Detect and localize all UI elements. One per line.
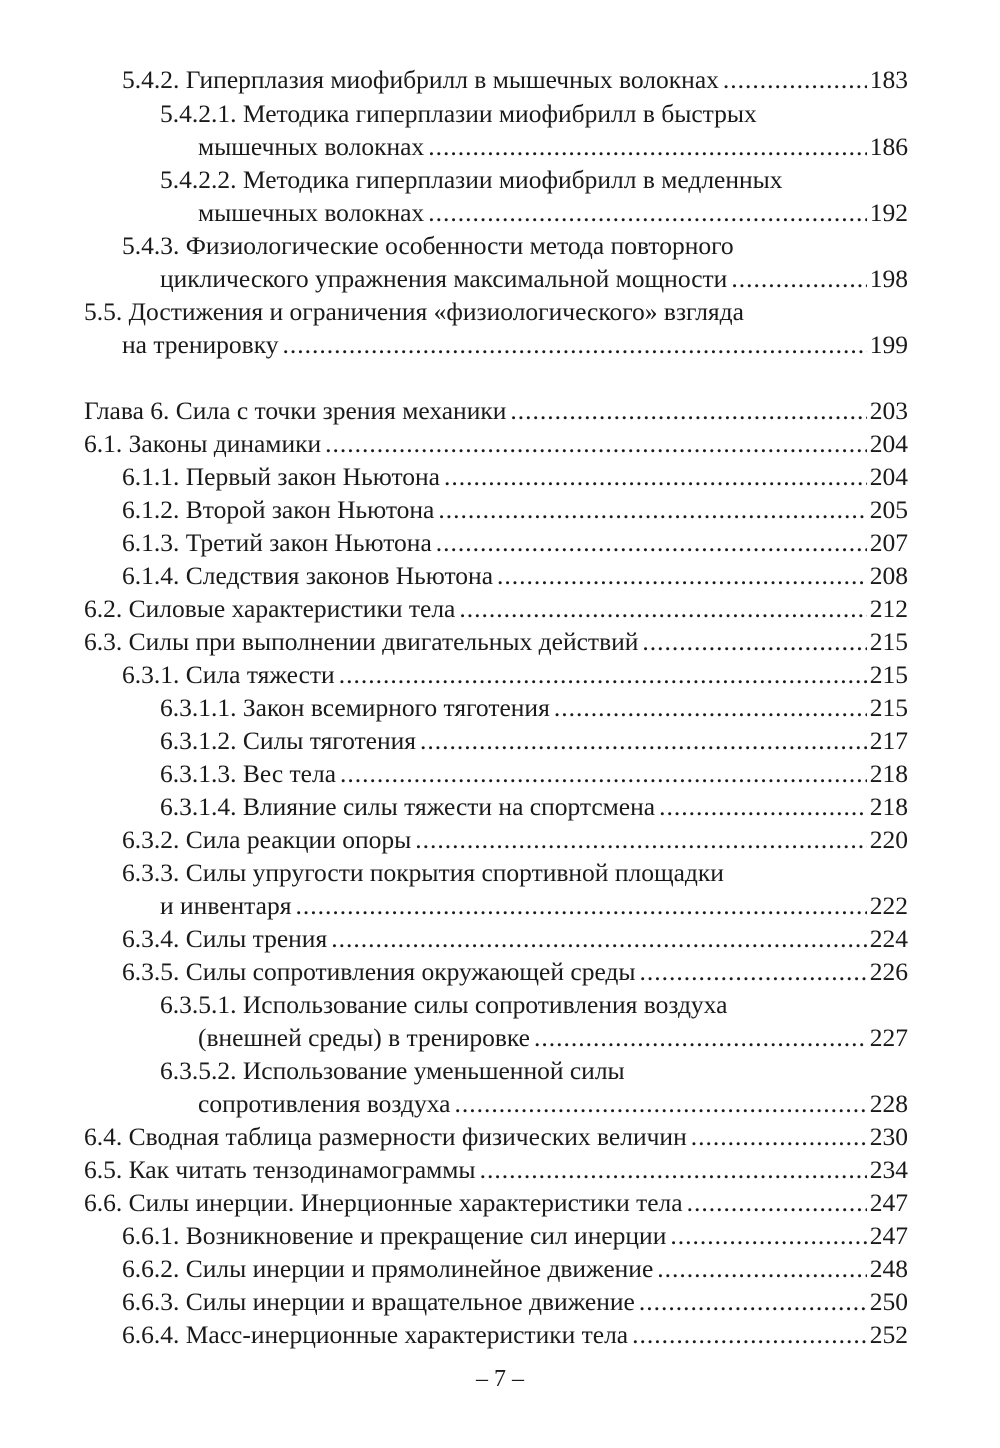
toc-entry-title: 6.1.2. Второй закон Ньютона (122, 495, 435, 524)
toc-leader-dots (554, 691, 867, 724)
toc-leader-dots (340, 757, 867, 790)
toc-page-number: 230 (869, 1122, 908, 1151)
toc-leader-dots (428, 130, 867, 163)
toc-entry-title: 6.6.3. Силы инерции и вращательное движение (122, 1287, 635, 1316)
toc-entry-title: 6.3.1.2. Силы тяготения (160, 726, 417, 755)
toc-entry-title: 6.6. Силы инерции. Инерционные характеристики тела (84, 1188, 683, 1217)
toc-leader-dots (420, 724, 867, 757)
toc-leader-dots (723, 63, 867, 96)
toc-page-number: 217 (869, 726, 908, 755)
toc-page-number: 247 (869, 1188, 908, 1217)
toc-entry-title: 6.1.4. Следствия законов Ньютона (122, 561, 494, 590)
toc-page-number: 208 (869, 561, 908, 590)
toc-leader-dots (459, 592, 866, 625)
toc-page-number: 228 (869, 1089, 908, 1118)
toc-page-number: 205 (869, 495, 908, 524)
toc-page-number: 192 (869, 198, 908, 227)
toc-leader-dots (325, 427, 867, 460)
toc-entry-title: 6.1.1. Первый закон Ньютона (122, 462, 440, 491)
toc-entry (122, 1252, 908, 1285)
toc-entry (160, 724, 908, 757)
toc-entry-title: (внешней среды) в тренировке (198, 1023, 530, 1052)
toc-entry-title: 6.2. Силовые характеристики тела (84, 594, 456, 623)
toc-page-number: 204 (869, 462, 908, 491)
toc-leader-dots (731, 262, 866, 295)
toc-leader-dots (331, 922, 867, 955)
toc-leader-dots (639, 1285, 867, 1318)
toc-page-number: 199 (869, 330, 908, 359)
toc-entry-title: 6.6.1. Возникновение и прекращение сил инерции (122, 1221, 667, 1250)
toc-page-number: 203 (869, 396, 908, 425)
toc-entry (84, 625, 908, 658)
toc-entry (84, 1120, 908, 1153)
toc-entry-title: циклического упражнения максимальной мощности (160, 264, 728, 293)
toc-page-number: 204 (869, 429, 908, 458)
toc-page-number: 226 (869, 957, 908, 986)
toc-page-number: 218 (869, 792, 908, 821)
toc-leader-dots (436, 526, 867, 559)
toc-entry (160, 757, 908, 790)
toc-entry (84, 427, 908, 460)
toc-entry (198, 196, 908, 229)
toc-entry (198, 130, 908, 163)
toc-entry-title-line1: 6.3.5.2. Использование уменьшенной силы (160, 1056, 625, 1085)
toc-entry-title: мышечных волокнах (198, 132, 425, 161)
toc-leader-dots (339, 658, 867, 691)
toc-entry-title: 6.6.4. Масс-инерционные характеристики тела (122, 1320, 629, 1349)
toc-page-number: 234 (869, 1155, 908, 1184)
toc-entry-title: 6.5. Как читать тензодинамограммы (84, 1155, 476, 1184)
toc-page-number: 183 (869, 65, 908, 94)
toc-entry (122, 63, 908, 96)
toc-page-number: 250 (869, 1287, 908, 1316)
toc-page-number: 212 (869, 594, 908, 623)
toc-page-number: 207 (869, 528, 908, 557)
toc-leader-dots (640, 955, 867, 988)
toc-entry-title: 6.4. Сводная таблица размерности физических величин (84, 1122, 687, 1151)
toc-leader-dots (282, 328, 866, 361)
toc-entry-title: 6.3.1. Сила тяжести (122, 660, 335, 689)
toc-leader-dots (670, 1219, 866, 1252)
toc-leader-dots (455, 1087, 867, 1120)
toc-entry-title-line1: 5.4.2.2. Методика гиперплазии миофибрилл в медленных (160, 165, 783, 194)
toc-entry (160, 262, 908, 295)
toc-entry (122, 526, 908, 559)
toc-leader-dots (659, 790, 867, 823)
toc-entry (122, 823, 908, 856)
toc-entry (84, 592, 908, 625)
toc-entry-title-line1: 5.4.2.1. Методика гиперплазии миофибрилл в быстрых (160, 99, 757, 128)
toc-entry-title: 6.1.3. Третий закон Ньютона (122, 528, 432, 557)
toc-entry-title: 6.3.1.3. Вес тела (160, 759, 337, 788)
toc-leader-dots (295, 889, 866, 922)
toc-leader-dots (415, 823, 866, 856)
toc-entry-title: сопротивления воздуха (198, 1089, 451, 1118)
toc-chapter-entry (84, 394, 908, 427)
toc-leader-dots (428, 196, 867, 229)
toc-entry (198, 1021, 908, 1054)
toc-entry-title: 6.6.2. Силы инерции и прямолинейное движение (122, 1254, 654, 1283)
toc-entry (84, 1153, 908, 1186)
toc-entry-title: 6.3.5. Силы сопротивления окружающей среды (122, 957, 636, 986)
toc-leader-dots (687, 1186, 867, 1219)
toc-entry-title: Глава 6. Сила с точки зрения механики (84, 396, 507, 425)
toc-entry (160, 691, 908, 724)
toc-entry-title: 6.3.1.1. Закон всемирного тяготения (160, 693, 550, 722)
toc-page-number: 215 (869, 627, 908, 656)
toc-leader-dots (642, 625, 866, 658)
toc-entry (122, 1219, 908, 1252)
toc-page-number: 227 (869, 1023, 908, 1052)
toc-page-number: 198 (869, 264, 908, 293)
toc-page-number: 186 (869, 132, 908, 161)
toc-entry-title: 6.3. Силы при выполнении двигательных действий (84, 627, 639, 656)
toc-entry (160, 790, 908, 823)
toc-entry-title: 6.3.2. Сила реакции опоры (122, 825, 412, 854)
toc-entry-title: на тренировку (122, 330, 279, 359)
toc-leader-dots (497, 559, 867, 592)
toc-entry (160, 889, 908, 922)
toc-leader-dots (444, 460, 867, 493)
toc-entry (122, 955, 908, 988)
toc-entry (84, 1186, 908, 1219)
toc-leader-dots (657, 1252, 866, 1285)
toc-leader-dots (510, 394, 866, 427)
toc-leader-dots (534, 1021, 867, 1054)
toc-entry-title: 6.3.4. Силы трения (122, 924, 328, 953)
toc-leader-dots (480, 1153, 867, 1186)
toc-entry-title: 6.1. Законы динамики (84, 429, 322, 458)
toc-page-number: 215 (869, 693, 908, 722)
toc-entry (122, 460, 908, 493)
toc-entry-title: 6.3.1.4. Влияние силы тяжести на спортсмена (160, 792, 656, 821)
toc-entry (122, 493, 908, 526)
toc-page-number: 247 (869, 1221, 908, 1250)
toc-page-number: 252 (869, 1320, 908, 1349)
toc-entry (122, 1285, 908, 1318)
toc-entry-title: мышечных волокнах (198, 198, 425, 227)
toc-entry (122, 559, 908, 592)
toc-page-number: 218 (869, 759, 908, 788)
toc-entry-title-line1: 6.3.3. Силы упругости покрытия спортивной площадки (122, 858, 724, 887)
toc-entry-title: и инвентаря (160, 891, 292, 920)
toc-leader-dots (438, 493, 866, 526)
toc-entry (122, 1318, 908, 1351)
toc-entry-title-line1: 5.5. Достижения и ограничения «физиологического» взгляда (84, 297, 744, 326)
toc-page-number: 224 (869, 924, 908, 953)
toc-page-number: 220 (869, 825, 908, 854)
toc-leader-dots (632, 1318, 867, 1351)
toc-entry-title: 5.4.2. Гиперплазия миофибрилл в мышечных волокнах (122, 65, 719, 94)
toc-page-number: 222 (869, 891, 908, 920)
toc-entry (122, 922, 908, 955)
toc-entry (122, 328, 908, 361)
toc-page-number: 248 (869, 1254, 908, 1283)
toc-entry-title-line1: 6.3.5.1. Использование силы сопротивления воздуха (160, 990, 728, 1019)
page-number-footer: – 7 – (476, 1366, 524, 1392)
toc-entry (198, 1087, 908, 1120)
toc-page-number: 215 (869, 660, 908, 689)
toc-entry-title-line1: 5.4.3. Физиологические особенности метода повторного (122, 231, 734, 260)
toc-entry (122, 658, 908, 691)
toc-leader-dots (691, 1120, 867, 1153)
